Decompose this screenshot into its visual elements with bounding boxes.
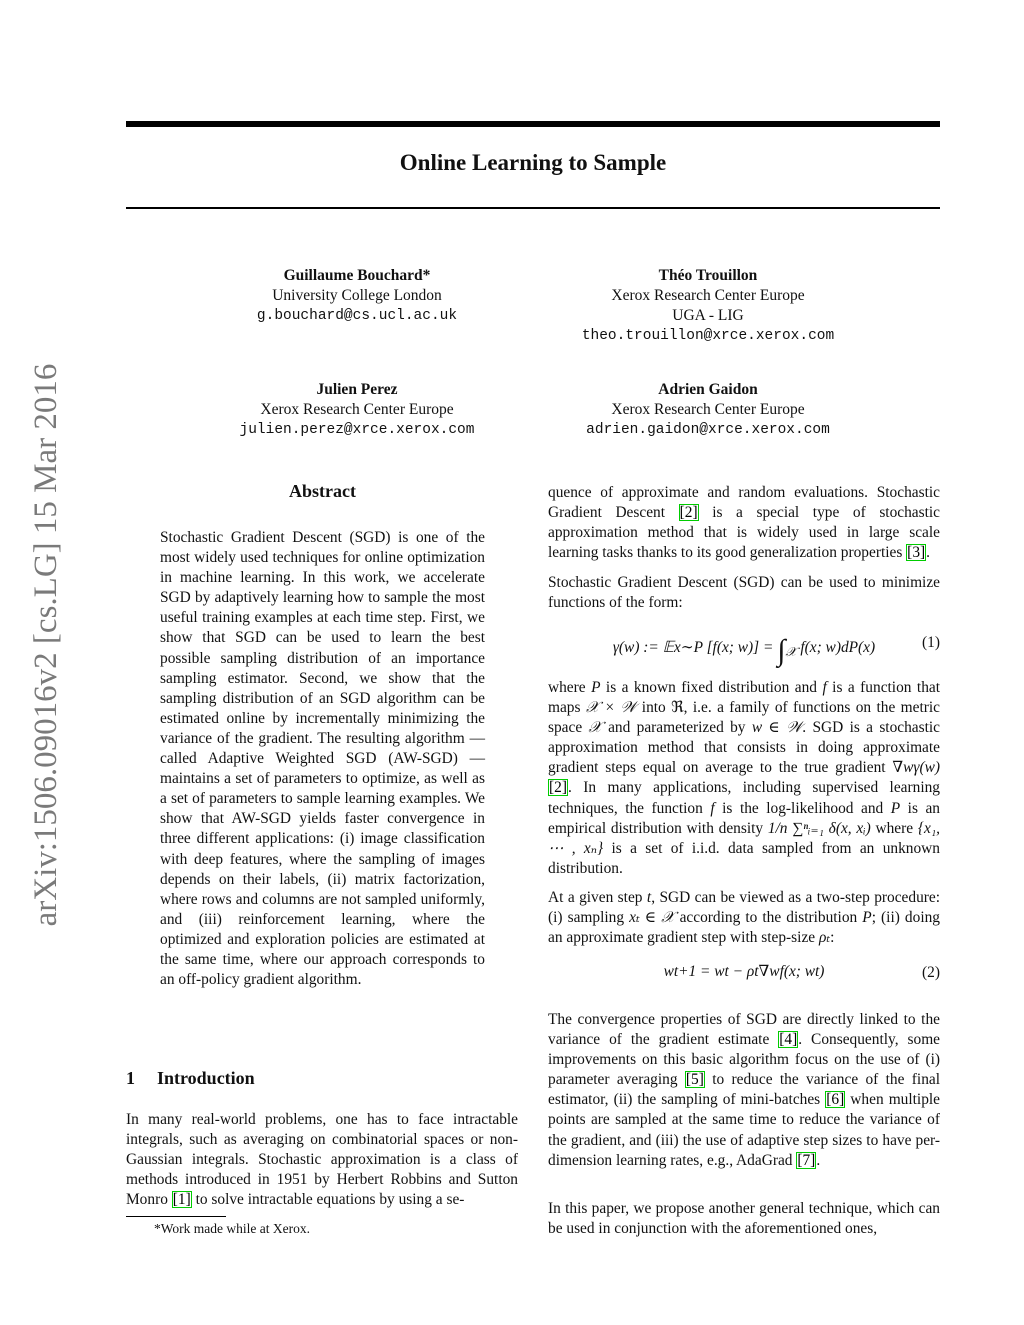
text-run: :: [830, 929, 835, 947]
citation-link[interactable]: [7]: [797, 1151, 816, 1169]
title-rule-bottom: [126, 207, 940, 209]
footnote: *Work made while at Xerox.: [154, 1221, 310, 1236]
text-run: . In many applications, including supervised learning techniques, the function: [548, 779, 940, 817]
author-email[interactable]: theo.trouillon@xrce.xerox.com: [581, 328, 835, 344]
body-paragraph: [548, 888, 940, 948]
citation-link[interactable]: [5]: [685, 1071, 704, 1089]
body-paragraph: [548, 1010, 940, 1171]
body-paragraph: In this paper, we propose another general technique, which can be used in conjunction with the aforementioned ones,: [548, 1200, 940, 1238]
citation-number: 5: [691, 1071, 699, 1089]
author-email[interactable]: adrien.gaidon@xrce.xerox.com: [586, 422, 830, 438]
citation-number: 4: [784, 1031, 793, 1049]
author-affiliation: University College London: [272, 287, 442, 304]
math-inline: f: [710, 799, 715, 817]
text-run: is a set of i.i.d. data sampled from an unknown distribution.: [548, 839, 940, 877]
author-affiliation: Xerox Research Center Europe: [260, 401, 454, 418]
author-name: Adrien Gaidon: [658, 381, 758, 398]
integral-sign: ∫: [777, 634, 786, 667]
text-run: to solve intractable equations by using a se-: [191, 1191, 465, 1209]
author-name: Guillaume Bouchard*: [283, 267, 431, 284]
math-inline: P: [890, 799, 901, 817]
arxiv-identifier: arXiv:1506.09016v2 [cs.LG] 15 Mar 2016: [28, 363, 64, 927]
text-run: is a known fixed distribution and: [600, 679, 823, 696]
equation-rhs: f(x; w)dP(x): [796, 639, 876, 656]
text-run: into ℜ, i.e. a family of functions on the metric space: [548, 699, 940, 737]
section-heading-introduction: [126, 1068, 255, 1089]
body-paragraph: [548, 483, 940, 563]
integral-domain: 𝒳: [785, 645, 797, 660]
text-run: ; (ii) doing an approximate gradient step with step-size: [548, 909, 940, 947]
author-affiliation: Xerox Research Center Europe: [611, 401, 805, 418]
text-run: where: [870, 819, 918, 837]
text-run: , SGD can be viewed as a two-step procedure: (i) sampling: [548, 889, 940, 927]
author-email[interactable]: g.bouchard@cs.ucl.ac.uk: [256, 308, 458, 324]
author-block: [192, 266, 522, 326]
math-inline: ∇wγ(w): [892, 759, 940, 777]
introduction-paragraph: [126, 1110, 518, 1210]
section-number: 1: [126, 1068, 135, 1088]
math-inline: 𝒳: [588, 719, 602, 737]
citation-number: 3: [912, 544, 921, 562]
math-inline: P: [591, 679, 601, 696]
text-run: At a given step: [548, 889, 647, 906]
math-inline: P: [862, 909, 872, 927]
equation-1: [548, 622, 940, 668]
text-run: quence of approximate and random evaluations. Stochastic Gradient Descent: [548, 484, 940, 522]
paper-title: Online Learning to Sample: [399, 150, 667, 175]
section-title: Introduction: [157, 1068, 255, 1088]
citation-link[interactable]: [6]: [826, 1091, 845, 1109]
text-run: is the log-likelihood and: [714, 799, 891, 817]
citation-number: 6: [831, 1091, 840, 1109]
author-block: [543, 266, 873, 346]
text-run: . SGD is a stochastic approximation method that consists in doing approximate gradient steps equal on average to the true gradient: [548, 719, 941, 777]
math-inline: ρₜ: [818, 929, 831, 947]
citation-link[interactable]: [2]: [679, 504, 698, 522]
text-run: and parameterized by: [601, 719, 752, 737]
text-run: The convergence properties of SGD are directly linked to the variance of the gradient estimate: [548, 1011, 940, 1049]
abstract-heading: Abstract: [289, 481, 356, 501]
math-inline: xₜ ∈ 𝒳: [629, 909, 675, 927]
math-inline: f: [822, 679, 827, 696]
equation-body: wt+1 = wt − ρt∇wf(x; wt): [663, 963, 825, 980]
text-run: is an empirical distribution with density: [548, 799, 940, 837]
text-run: is a function that maps: [548, 679, 941, 717]
citation-number: 7: [802, 1151, 811, 1169]
equation-2: [548, 962, 940, 986]
author-email[interactable]: julien.perez@xrce.xerox.com: [239, 422, 475, 438]
author-block: [543, 380, 873, 440]
author-affiliation-secondary: UGA - LIG: [672, 307, 744, 324]
citation-number: 2: [684, 504, 693, 522]
equation-number: (2): [922, 964, 940, 981]
text-run: to reduce the variance of the final estimator, (ii) the sampling of mini-batches: [548, 1071, 940, 1109]
equation-body: [548, 634, 940, 668]
author-affiliation: Xerox Research Center Europe: [611, 287, 805, 304]
body-paragraph: Stochastic Gradient Descent (SGD) can be used to minimize functions of the form:: [548, 574, 940, 612]
text-run: when multiple points are sampled at the same time to reduce the variance of the gradient, and (iii) the use of adaptive step sizes to have per-dimension learning rates, e.g., AdaGrad: [548, 1091, 940, 1169]
text-run: where: [548, 679, 592, 696]
author-name: Théo Trouillon: [658, 267, 758, 284]
math-inline: w ∈ 𝒲: [751, 719, 803, 737]
citation-number: 2: [554, 779, 562, 797]
equation-lhs: γ(w) := 𝔼x∼P [f(x; w)] =: [612, 639, 778, 656]
author-name: Julien Perez: [316, 381, 398, 398]
text-run: according to the distribution: [674, 909, 863, 927]
body-paragraph: [548, 678, 940, 879]
citation-link[interactable]: [2]: [549, 779, 567, 797]
text-run: . Consequently, some improvements on this basic algorithm focus on the use of (i) parameter averaging: [548, 1031, 940, 1089]
math-inline: t: [646, 889, 652, 906]
citation-link[interactable]: [3]: [907, 544, 926, 562]
citation-link[interactable]: [4]: [779, 1031, 798, 1049]
citation-link[interactable]: [1]: [172, 1191, 191, 1209]
footnote-rule: [126, 1216, 226, 1217]
math-inline: {x₁, ⋯ , xₙ}: [548, 819, 941, 857]
text-run: In many real-world problems, one has to face intractable integrals, such as averaging on combinatorial spaces or non-Gaussian integrals. Stochastic approximation is a class of methods introduced in 1951 by Herbert Robbins and Sutton Monro: [126, 1111, 518, 1209]
title-rule-top: [126, 121, 940, 127]
text-run: is a special type of stochastic approximation method that is widely used in large scale learning tasks thanks to its good generalization properties: [548, 504, 941, 562]
abstract-text: Stochastic Gradient Descent (SGD) is one of the most widely used techniques for online optimization in machine learning. In this work, we accelerate SGD by adaptively learning how to sample the most useful training examples at each time step. First, we show that SGD can be used to learn the best possible sampling distribution of an importance sampling estimator. Second, we show that the sampling distribution of an SGD algorithm can be estimated online by incrementally minimizing the variance of the gradient. The resulting algorithm — called Adaptive Weighted SGD (AW-SGD) — maintains a set of parameters to optimize, as well as a set of parameters to sample learning examples. We show that AW-SGD yields faster convergence in three different applications: (i) image classification with deep features, where the sampling of images depends on their labels, (ii) matrix factorization, where rows and columns are not sampled uniformly, and (iii) reinforcement learning, where the optimized and exploration policies are estimated at the same time, where our approach corresponds to an off-policy gradient algorithm.: [160, 529, 485, 989]
citation-number: 1: [177, 1191, 186, 1209]
text-run: .: [816, 1151, 821, 1169]
author-block: [192, 380, 522, 440]
equation-number: (1): [922, 634, 940, 651]
math-inline: 𝒳 × 𝒲: [585, 699, 637, 717]
math-inline: 1/n ∑ⁿᵢ₌₁ δ(x, xᵢ): [767, 819, 871, 837]
text-run: .: [926, 544, 931, 562]
